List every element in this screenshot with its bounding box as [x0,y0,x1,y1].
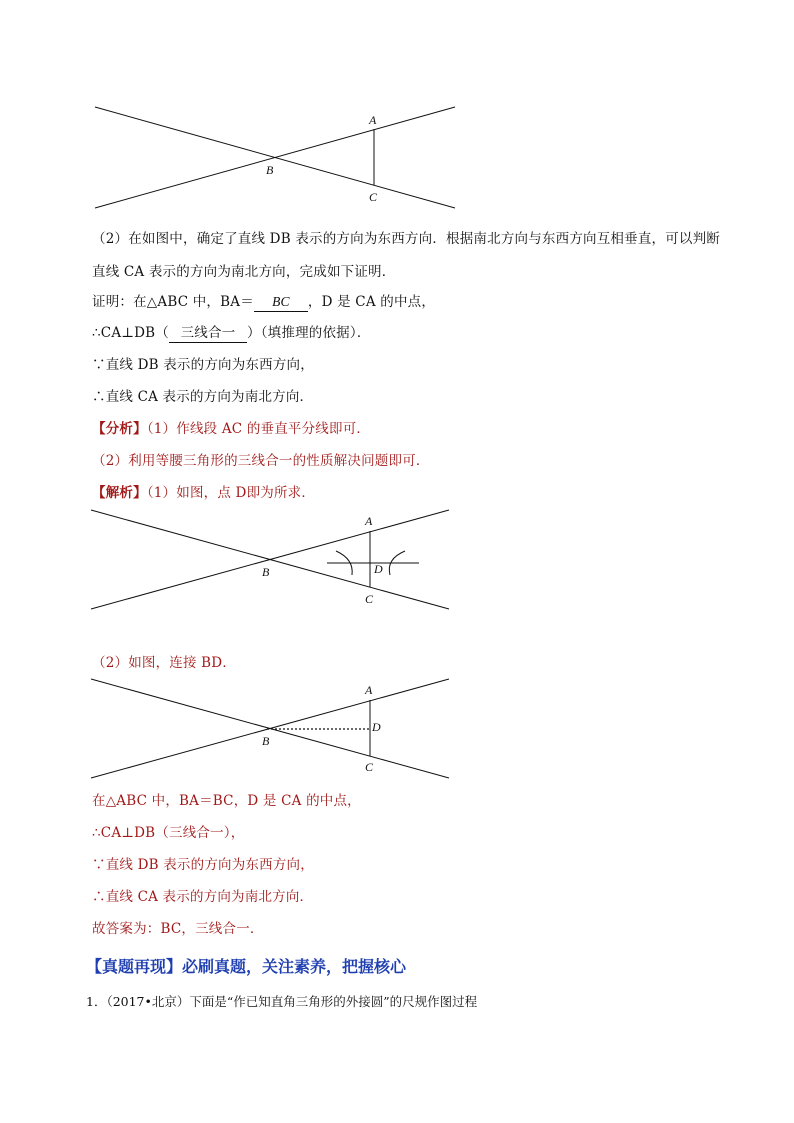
analysis-line-2: （2）利用等腰三角形的三线合一的性质解决问题即可． [92,453,430,469]
solution-proof-3: ∵直线 DB 表示的方向为东西方向， [92,857,314,873]
label-b: B [262,734,270,748]
figure-original [90,102,460,214]
solution-proof-4: ∴直线 CA 表示的方向为南北方向． [92,889,314,905]
because-line: ∵直线 DB 表示的方向为东西方向， [92,357,314,373]
label-c: C [369,190,378,204]
analysis-tag: 【分析】 [92,421,147,437]
therefore-line-2: ∴直线 CA 表示的方向为南北方向． [92,389,314,405]
label-a: A [365,514,373,528]
answer-blank-2: 三线合一 [169,324,247,343]
label-b: B [266,163,274,177]
solution-line-2: （2）如图，连接 BD． [92,655,237,671]
solution-proof-1: 在△ABC 中，BA＝BC，D 是 CA 的中点， [92,793,361,809]
label-b: B [262,565,270,579]
figure-construction-svg [86,503,456,615]
proof-line: 证明：在△ABC 中，BA＝ BC ，D 是 CA 的中点， [92,294,436,310]
figure-original-svg [90,102,460,214]
answer-blank-1: BC [272,294,290,309]
solution-proof-2: ∴CA⊥DB（三线合一）， [92,825,245,841]
part2-intro-1: （2）在如图中，确定了直线 DB 表示的方向为东西方向．根据南北方向与东西方向互相垂直，可以判断 [92,231,721,247]
label-d: D [372,720,381,734]
solution-line-1: 【解析】（1）如图，点 D即为所求． [92,485,316,501]
label-d: D [374,562,383,576]
part2-intro-2: 直线 CA 表示的方向为南北方向，完成如下证明． [92,264,396,280]
solution-answer: 故答案为：BC，三线合一． [92,921,264,937]
therefore-line-1: ∴CA⊥DB（ 三线合一 ）（填推理的依据）． [92,325,371,341]
figure-connect-bd-svg [86,672,456,784]
label-c: C [365,760,374,774]
label-a: A [365,683,373,697]
figure-connect-bd [86,672,456,784]
analysis-line-1: 【分析】（1）作线段 AC 的垂直平分线即可． [92,421,371,437]
question-1: 1．（2017•北京）下面是“作已知直角三角形的外接圆”的尺规作图过程 [86,994,478,1009]
label-a: A [369,113,377,127]
section-header: 【真题再现】必刷真题，关注素养，把握核心 [86,957,407,976]
figure-construction [86,503,456,615]
solution-tag: 【解析】 [92,485,147,501]
label-c: C [365,592,374,606]
